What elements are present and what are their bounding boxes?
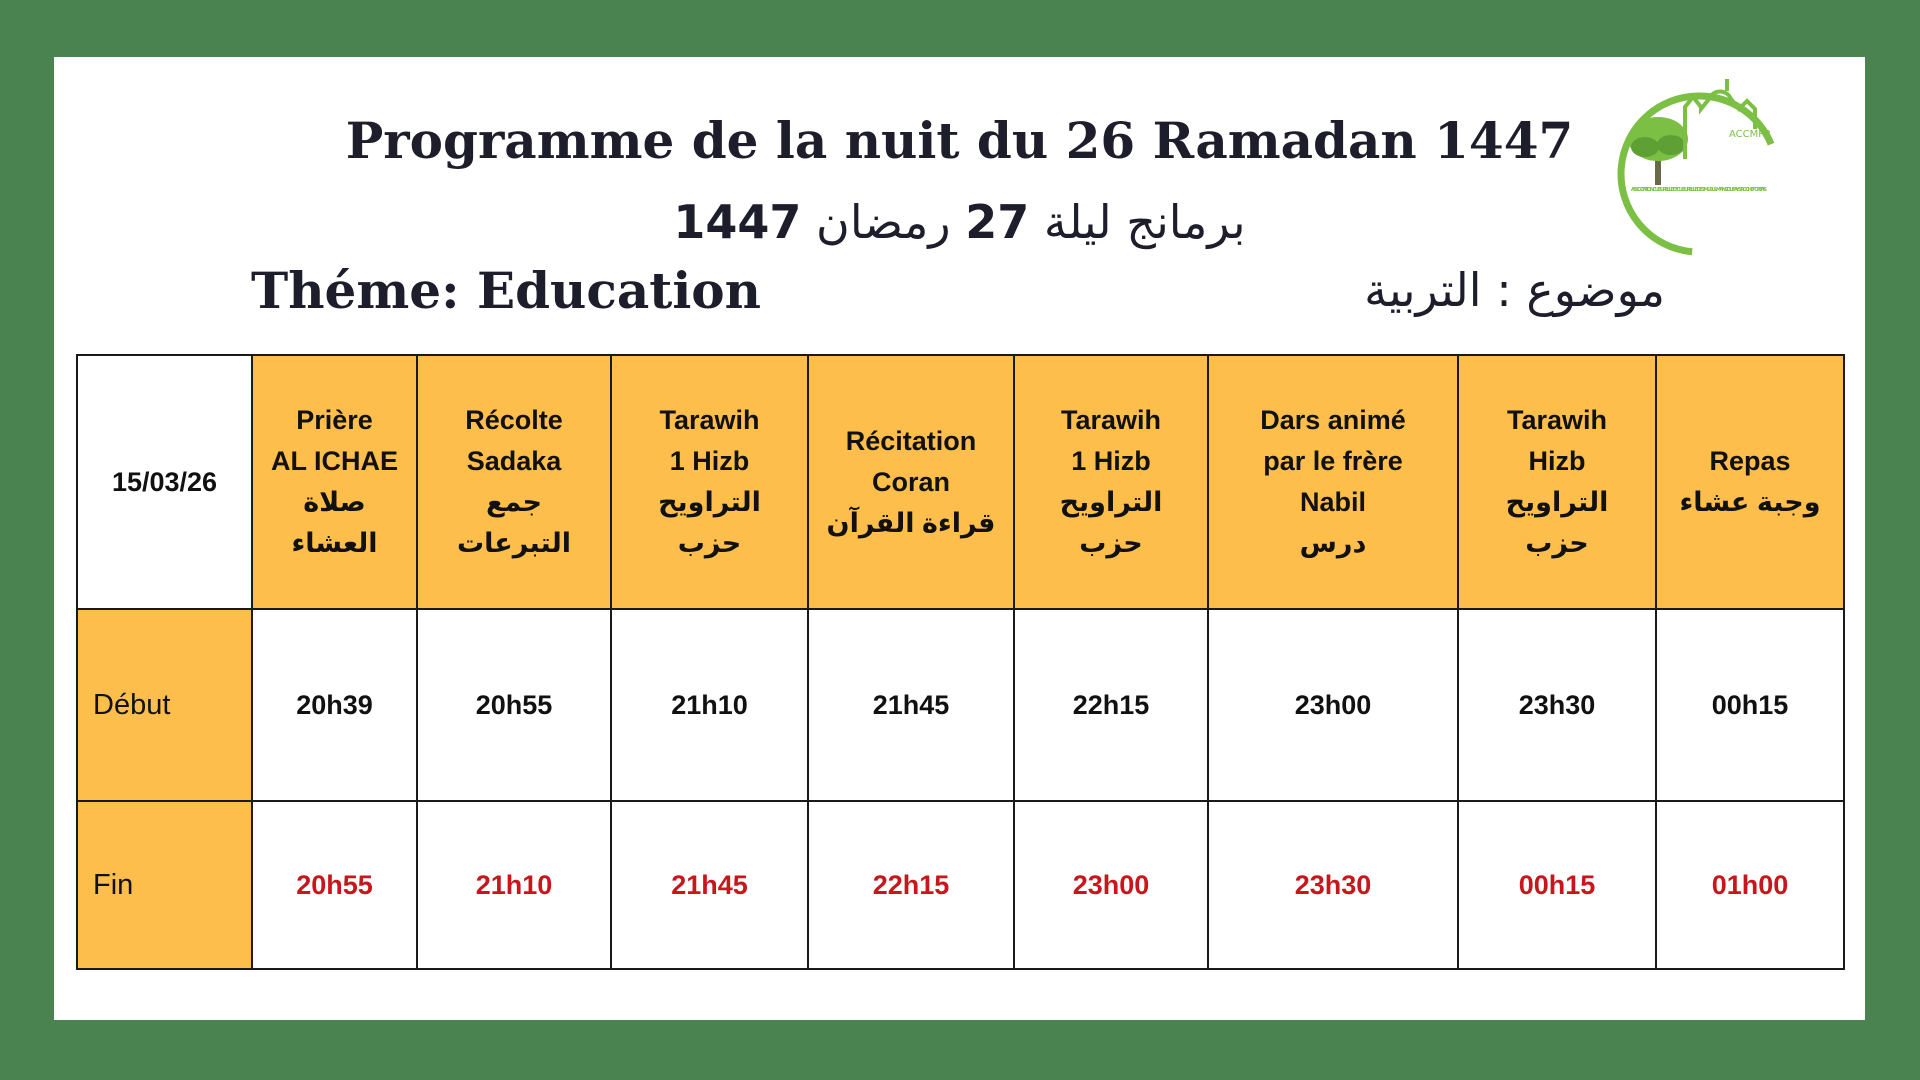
program-table bbox=[76, 354, 1845, 970]
activity-line: Récitation bbox=[845, 425, 977, 456]
activity-line: 1 Hizb bbox=[669, 446, 750, 476]
activity-line: التراويح bbox=[1059, 487, 1163, 517]
activity-line: درس bbox=[1299, 528, 1367, 558]
logo-subtitle: ASSOCIATION CULTURELLE ET CULTURELLE DES MUSULMANS DU PAYS ROCHEFORTAIS bbox=[1631, 187, 1767, 193]
start-time: 23h00 bbox=[1208, 609, 1458, 801]
end-time: 21h45 bbox=[611, 801, 808, 969]
mosque-icon bbox=[1685, 79, 1755, 159]
activity-line: جمع bbox=[485, 487, 542, 517]
activity-line: صلاة bbox=[303, 487, 366, 517]
activity-header bbox=[611, 355, 808, 609]
end-time: 23h00 bbox=[1014, 801, 1208, 969]
theme-arabic: موضوع : التربية bbox=[1364, 263, 1665, 317]
end-time: 01h00 bbox=[1656, 801, 1844, 969]
activity-line: Nabil bbox=[1299, 487, 1366, 517]
activity-line: حزب bbox=[1079, 528, 1143, 558]
activity-header bbox=[1656, 355, 1844, 609]
arabic-title bbox=[54, 195, 1865, 249]
theme-french: Théme: Education bbox=[251, 261, 762, 320]
arabic-title-day: 27 bbox=[965, 195, 1030, 249]
activity-header bbox=[417, 355, 611, 609]
end-time: 00h15 bbox=[1458, 801, 1656, 969]
activity-header bbox=[1014, 355, 1208, 609]
arabic-title-part1: برمانج ليلة bbox=[1043, 195, 1246, 249]
activity-line: 1 Hizb bbox=[1071, 446, 1151, 476]
start-row bbox=[77, 609, 1844, 801]
end-label: Fin bbox=[77, 801, 252, 969]
activity-line: التبرعات bbox=[457, 528, 571, 558]
activity-line: Dars animé bbox=[1260, 405, 1406, 435]
start-time: 21h45 bbox=[808, 609, 1014, 801]
activity-line: وجبة عشاء bbox=[1679, 487, 1821, 517]
activity-line: Tarawih bbox=[1060, 405, 1162, 435]
activity-line: Récolte bbox=[465, 405, 563, 435]
start-time: 23h30 bbox=[1458, 609, 1656, 801]
activity-line: العشاء bbox=[291, 528, 378, 558]
end-time: 22h15 bbox=[808, 801, 1014, 969]
activity-line: Coran bbox=[871, 466, 950, 497]
logo-acronym: ACCMPR bbox=[1729, 129, 1772, 140]
activity-line: Repas bbox=[1709, 446, 1791, 476]
activity-line: قراءة القرآن bbox=[826, 507, 996, 538]
start-label: Début bbox=[77, 609, 252, 801]
page-title: Programme de la nuit du 26 Ramadan 1447 bbox=[345, 111, 1574, 170]
end-row bbox=[77, 801, 1844, 969]
start-time: 22h15 bbox=[1014, 609, 1208, 801]
activity-line: التراويح bbox=[658, 487, 761, 517]
tree-icon bbox=[1628, 117, 1688, 185]
activity-line: Hizb bbox=[1528, 446, 1586, 476]
activity-line: par le frère bbox=[1263, 446, 1403, 476]
date-cell: 15/03/26 bbox=[77, 355, 252, 609]
end-time: 21h10 bbox=[417, 801, 611, 969]
arabic-title-part2: رمضان bbox=[816, 195, 951, 249]
start-time: 20h39 bbox=[252, 609, 417, 801]
activity-line: حزب bbox=[1525, 528, 1589, 558]
program-card bbox=[54, 57, 1865, 1020]
activity-header bbox=[808, 355, 1014, 609]
activity-header bbox=[1208, 355, 1458, 609]
activity-line: Tarawih bbox=[1506, 405, 1608, 435]
activity-header bbox=[252, 355, 417, 609]
start-time: 21h10 bbox=[611, 609, 808, 801]
activity-header bbox=[1458, 355, 1656, 609]
activity-line: التراويح bbox=[1505, 487, 1609, 517]
end-time: 23h30 bbox=[1208, 801, 1458, 969]
start-time: 20h55 bbox=[417, 609, 611, 801]
activity-line: Sadaka bbox=[466, 446, 562, 476]
end-time: 20h55 bbox=[252, 801, 417, 969]
activity-line: Prière bbox=[296, 405, 373, 435]
activity-line: Tarawih bbox=[659, 405, 760, 435]
association-logo bbox=[1607, 79, 1807, 269]
activity-line: حزب bbox=[677, 528, 742, 558]
header-row bbox=[77, 355, 1844, 609]
start-time: 00h15 bbox=[1656, 609, 1844, 801]
arabic-title-year: 1447 bbox=[673, 195, 802, 249]
activity-line: AL ICHAE bbox=[270, 446, 398, 476]
